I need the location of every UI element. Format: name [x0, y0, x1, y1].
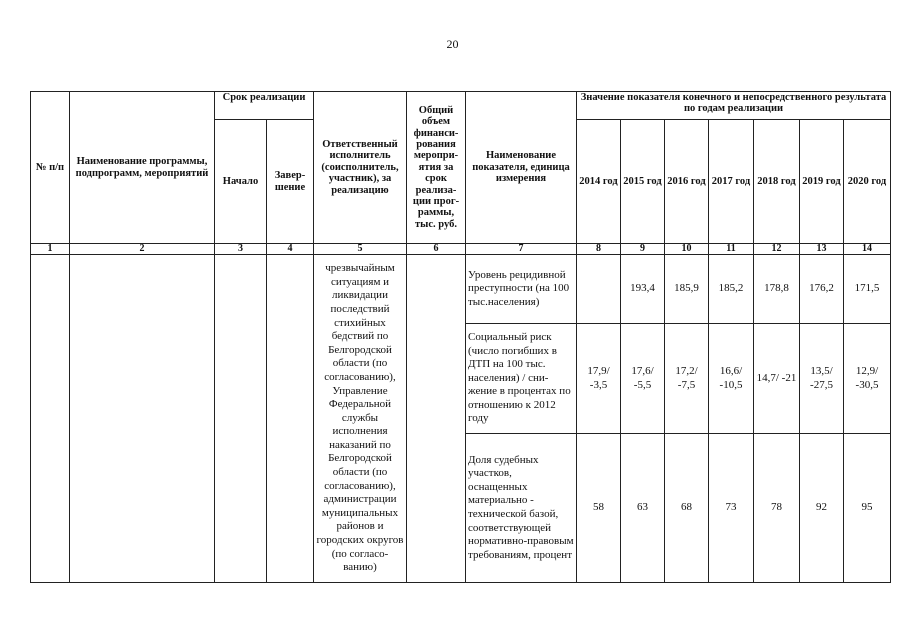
indicator-name: Доля судебных участков, оснащенных материально - технической базой, соответствующей нормативно-правовым требованиям, процент: [466, 434, 577, 583]
indicator-value: 17,2/ -7,5: [665, 324, 709, 434]
indicator-value: 16,6/ -10,5: [709, 324, 754, 434]
column-number: 11: [709, 244, 754, 255]
column-number: 3: [215, 244, 267, 255]
indicator-value: 17,9/ -3,5: [577, 324, 621, 434]
column-number: 14: [844, 244, 891, 255]
cell-number-empty: [31, 255, 70, 583]
cell-finance-empty: [407, 255, 466, 583]
cell-start-empty: [215, 255, 267, 583]
indicator-value: 78: [754, 434, 800, 583]
indicator-value: 17,6/ -5,5: [621, 324, 665, 434]
indicator-value: 95: [844, 434, 891, 583]
program-table: [30, 91, 891, 583]
column-number: 7: [466, 244, 577, 255]
header-responsible: Ответственный исполнитель (соисполнитель, участник), за реализацию: [314, 92, 407, 244]
cell-end-empty: [267, 255, 314, 583]
indicator-value: 73: [709, 434, 754, 583]
column-number: 13: [800, 244, 844, 255]
indicator-value: 171,5: [844, 255, 891, 324]
indicator-name: Уровень рецидивной преступности (на 100 тыс.населения): [466, 255, 577, 324]
indicator-value: 12,9/ -30,5: [844, 324, 891, 434]
indicator-value: 13,5/ -27,5: [800, 324, 844, 434]
header-start: Начало: [215, 120, 267, 244]
indicator-value: 14,7/ -21: [754, 324, 800, 434]
header-end: Завер-шение: [267, 120, 314, 244]
column-number: 1: [31, 244, 70, 255]
header-values: Значение показателя конечного и непосредственного результата по годам реализации: [577, 92, 891, 120]
column-number: 12: [754, 244, 800, 255]
indicator-value: 58: [577, 434, 621, 583]
responsible-text: чрезвычайным ситуациям и ликвидации последствий стихийных бедствий по Белгородской области (по согласованию), Управление Федеральной службы исполнения наказаний по Белгородской области (по согласованию), администрации муниципальных районов и городских округов (по согласо-ванию): [314, 255, 407, 583]
indicator-value: 63: [621, 434, 665, 583]
header-term: Срок реализации: [215, 92, 314, 120]
header-year: 2018 год: [754, 120, 800, 244]
column-number: 4: [267, 244, 314, 255]
header-program-name: Наименование программы, подпрограмм, мероприятий: [70, 92, 215, 244]
indicator-name: Социальный риск (число погибших в ДТП на 100 тыс. населения) / сни-жение в процентах по отношению к 2012 году: [466, 324, 577, 434]
column-number: 2: [70, 244, 215, 255]
header-year: 2017 год: [709, 120, 754, 244]
header-finance: Общий объем финанси-рования меропри-ятия за срок реализа-ции прог-раммы, тыс. руб.: [407, 92, 466, 244]
header-year: 2019 год: [800, 120, 844, 244]
header-number: № п/п: [31, 92, 70, 244]
indicator-value: 185,9: [665, 255, 709, 324]
column-number: 9: [621, 244, 665, 255]
indicator-value: 193,4: [621, 255, 665, 324]
indicator-value: 68: [665, 434, 709, 583]
indicator-value: [577, 255, 621, 324]
column-number: 5: [314, 244, 407, 255]
header-year: 2020 год: [844, 120, 891, 244]
header-year: 2016 год: [665, 120, 709, 244]
indicator-value: 92: [800, 434, 844, 583]
header-year: 2014 год: [577, 120, 621, 244]
indicator-value: 178,8: [754, 255, 800, 324]
header-indicator: Наименование показателя, единица измерения: [466, 92, 577, 244]
header-year: 2015 год: [621, 120, 665, 244]
column-number: 10: [665, 244, 709, 255]
indicator-value: 176,2: [800, 255, 844, 324]
column-number: 6: [407, 244, 466, 255]
column-number: 8: [577, 244, 621, 255]
cell-program-empty: [70, 255, 215, 583]
indicator-value: 185,2: [709, 255, 754, 324]
page-number: 20: [446, 37, 459, 51]
